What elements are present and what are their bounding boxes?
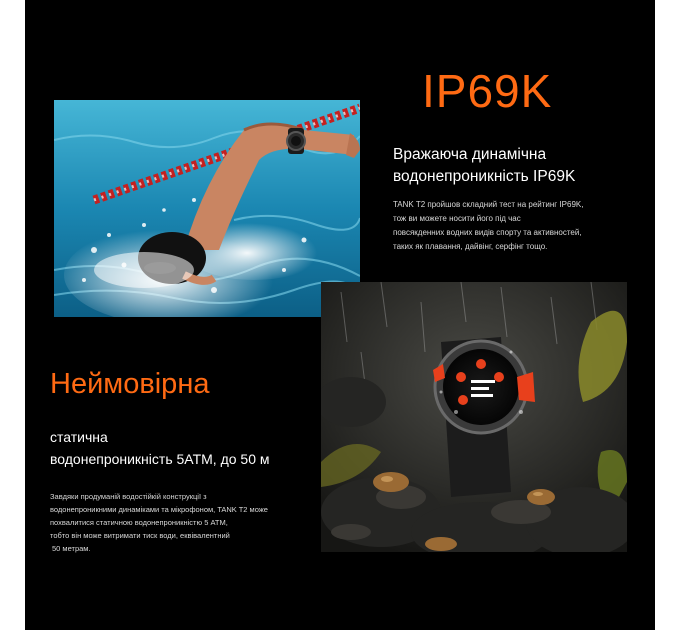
5atm-heading <box>50 426 330 470</box>
description-line: таких як плавання, дайвінг, серфінг тощо. <box>393 242 548 251</box>
description-line: повсякденних водних видів спорту та активностей, <box>393 228 582 237</box>
5atm-description <box>50 490 330 555</box>
heading-line: водонепроникність 5ATM, до 50 м <box>50 451 270 467</box>
watch-on-rocks-photo <box>321 282 627 552</box>
ip69k-title: IP69K <box>422 65 553 117</box>
description-line: похвалитися статичною водонепроникністю 5 АТМ, <box>50 518 228 527</box>
ip69k-description <box>393 198 643 254</box>
heading-line: статична <box>50 429 108 445</box>
product-banner <box>25 0 655 630</box>
incredible-title: Неймовірна <box>50 368 210 400</box>
description-line: тож ви можете носити його під час <box>393 214 521 223</box>
heading-line: водонепроникність IP69K <box>393 168 576 185</box>
ip69k-heading <box>393 144 643 188</box>
description-line: тобто він може витримати тиск води, еквівалентний <box>50 531 230 540</box>
description-line: Завдяки продуманій водостійкій конструкції з <box>50 492 207 501</box>
description-line: водонепроникними динаміками та мікрофоном, TANK T2 може <box>50 505 268 514</box>
description-line: TANK T2 пройшов складний тест на рейтинг IP69K, <box>393 200 584 209</box>
heading-line: Вражаюча динамічна <box>393 146 547 163</box>
swimmer-photo <box>54 100 360 317</box>
description-line: 50 метрам. <box>52 544 91 553</box>
